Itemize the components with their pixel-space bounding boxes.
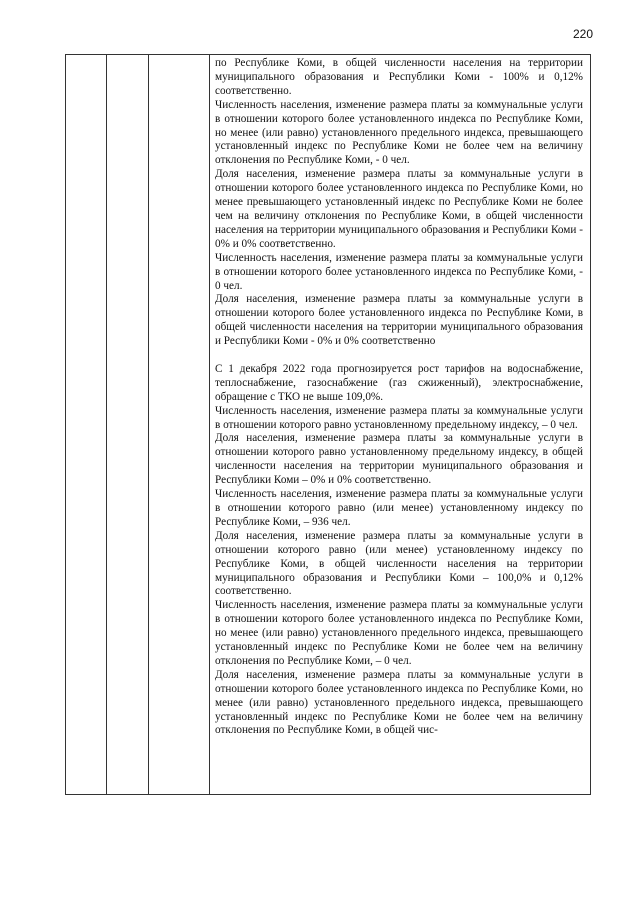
paragraph-spacer bbox=[215, 349, 583, 363]
paragraph: Доля населения, изменение размера платы за коммунальные услуги в отношении которого более установленного индекса по Республике Коми, в общей численности населения на территории муниципального образования и Республики Коми - 0% и 0% соответственно bbox=[215, 293, 583, 348]
paragraph: Доля населения, изменение размера платы за коммунальные услуги в отношении которого более установленного индекса по Республике Коми, но менее (или равно) установленного предельного индекса, превышающего установленный индекс по Республике Коми не более чем на величину отклонения по Республике Коми, в общей чис- bbox=[215, 668, 583, 737]
column-divider bbox=[148, 55, 149, 794]
paragraph: Доля населения, изменение размера платы за коммунальные услуги в отношении которого равно установленному предельному индексу, в общей численности населения на территории муниципального образования и Республики Коми – 0% и 0% соответственно. bbox=[215, 432, 583, 487]
text-cell bbox=[215, 57, 583, 738]
paragraph: Численность населения, изменение размера платы за коммунальные услуги в отношении которого равно (или менее) установленному индексу по Республике Коми, – 936 чел. bbox=[215, 488, 583, 528]
paragraph: Численность населения, изменение размера платы за коммунальные услуги в отношении которого равно установленному предельному индексу, – 0 чел. bbox=[215, 404, 583, 431]
paragraph: Численность населения, изменение размера платы за коммунальные услуги в отношении которого более установленного индекса по Республике Коми, но менее (или равно) установленного предельного индекса, превышающего установленный индекс по Республике Коми не более чем на величину отклонения по Республике Коми, – 0 чел. bbox=[215, 599, 583, 667]
paragraph: Доля населения, изменение размера платы за коммунальные услуги в отношении которого более установленного индекса по Республике Коми, но менее превышающего установленный индекс по Республике Коми не более чем на величину отклонения по Республике Коми, в общей численности населения на территории муниципального образования и Республики Коми - 0% и 0% соответственно. bbox=[215, 168, 583, 250]
paragraph: Доля населения, изменение размера платы за коммунальные услуги в отношении которого равно (или менее) установленному индексу по Республике Коми, в общей численности населения на территории муниципального образования и Республики Коми – 100,0% и 0,12% соответственно. bbox=[215, 529, 583, 598]
column-divider bbox=[106, 55, 107, 794]
paragraph: по Республике Коми, в общей численности населения на территории муниципального образования и Республики Коми - 100% и 0,12% соответственно. bbox=[215, 57, 583, 97]
document-table bbox=[65, 54, 591, 795]
column-divider bbox=[209, 55, 210, 794]
page-number: 220 bbox=[572, 27, 593, 41]
paragraph: Численность населения, изменение размера платы за коммунальные услуги в отношении которого более установленного индекса по Республике Коми, но менее (или равно) установленного предельного индекса, превышающего установленный индекс по Республике Коми не более чем на величину отклонения по Республике Коми, - 0 чел. bbox=[215, 98, 583, 167]
paragraph: Численность населения, изменение размера платы за коммунальные услуги в отношении которого более установленного индекса по Республике Коми, - 0 чел. bbox=[215, 251, 583, 292]
paragraph: С 1 декабря 2022 года прогнозируется рост тарифов на водоснабжение, теплоснабжение, газоснабжение (газ сжиженный), электроснабжение, обращение с ТКО не выше 109,0%. bbox=[215, 362, 583, 403]
